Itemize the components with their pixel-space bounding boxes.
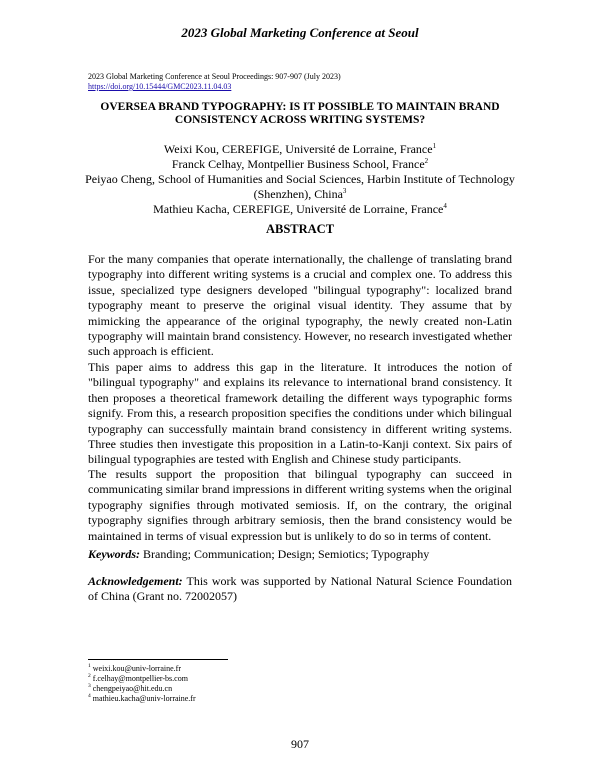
abstract-paragraph: For the many companies that operate internationally, the challenge of translating brand typography into different writing systems is a crucial and complex one. To address this issue, specialized type designers developed "bilingual typography": localized brand typography meant to preserve the original visual identity. They assume that by mimicking the appearance of the original typography, the newly created non-Latin typography will maintain brand consistency. However, no research investigated whether such approach is efficient. <box>88 252 512 359</box>
author-text: Mathieu Kacha, CEREFIGE, Université de Lorraine, France <box>153 202 444 216</box>
footnote <box>88 664 196 674</box>
footnote <box>88 674 196 684</box>
author-text: Peiyao Cheng, School of Humanities and Social Sciences, Harbin Institute of Technology (Shenzhen), China <box>85 172 515 201</box>
author-affiliation <box>80 157 520 172</box>
keywords <box>88 547 512 562</box>
footnote <box>88 684 196 694</box>
abstract-paragraph: The results support the proposition that bilingual typography can succeed in communicating similar brand impressions in different writing systems when the original typography signifies through motivated semiosis. If, on the contrary, the original typography signifies through arbitrary semiosis, then the brand consistency would be maintained in terms of visual expression but is unlikely to do so in terms of content. <box>88 467 512 543</box>
footnote <box>88 694 196 704</box>
footnote-email: chengpeiyao@hit.edu.cn <box>92 684 173 693</box>
footnote-email: weixi.kou@univ-lorraine.fr <box>92 664 181 673</box>
author-affiliation <box>80 202 520 217</box>
running-header: 2023 Global Marketing Conference at Seoul <box>181 25 419 40</box>
author-list <box>80 142 520 217</box>
footnote-mark: 3 <box>342 187 347 195</box>
proceedings-citation: 2023 Global Marketing Conference at Seoul Proceedings: 907-907 (July 2023) <box>88 72 341 81</box>
author-affiliation <box>80 172 520 202</box>
footnote-divider <box>88 659 228 660</box>
author-text: Weixi Kou, CEREFIGE, Université de Lorraine, France <box>163 142 433 156</box>
footnotes <box>88 664 196 704</box>
footnote-mark: 4 <box>88 693 91 700</box>
acknowledgement-text: This work was supported by National Natural Science Foundation of China (Grant no. 72002057) <box>88 574 512 604</box>
footnote-email: f.celhay@montpellier-bs.com <box>92 674 188 683</box>
footnote-mark: 4 <box>443 202 447 210</box>
acknowledgement <box>88 574 512 605</box>
footnote-mark: 1 <box>88 663 91 670</box>
footnote-mark: 3 <box>88 683 91 690</box>
footnote-mark: 2 <box>88 673 91 680</box>
paper-title <box>70 101 530 127</box>
abstract-heading: ABSTRACT <box>265 222 335 236</box>
title-line: CONSISTENCY ACROSS WRITING SYSTEMS? <box>174 114 426 126</box>
page-number: 907 <box>291 737 309 751</box>
keywords-label: Keywords: <box>88 547 140 561</box>
acknowledgement-label: Acknowledgement: <box>88 574 183 588</box>
doi-link[interactable]: https://doi.org/10.15444/GMC2023.11.04.03 <box>88 82 232 91</box>
footnote-mark: 2 <box>424 157 429 165</box>
author-text: Franck Celhay, Montpellier Business School, France <box>171 157 425 171</box>
title-line: OVERSEA BRAND TYPOGRAPHY: IS IT POSSIBLE TO MAINTAIN BRAND <box>100 101 500 113</box>
footnote-email: mathieu.kacha@univ-lorraine.fr <box>92 694 196 703</box>
keywords-list: Branding; Communication; Design; Semiotics; Typography <box>140 547 430 561</box>
footnote-mark: 1 <box>432 142 437 150</box>
author-affiliation <box>80 142 520 157</box>
abstract-paragraph: This paper aims to address this gap in the literature. It introduces the notion of "bilingual typography" and explains its relevance to international brand consistency. It then proposes a theoretical framework detailing the different ways typographic forms signify. From this, a research proposition specifies the conditions under which bilingual typography can successfully maintain brand consistency in different writing systems. Three studies then investigate this proposition in a Latin-to-Kanji context. Six pairs of bilingual typographies are tested with English and Chinese study participants. <box>88 360 512 467</box>
